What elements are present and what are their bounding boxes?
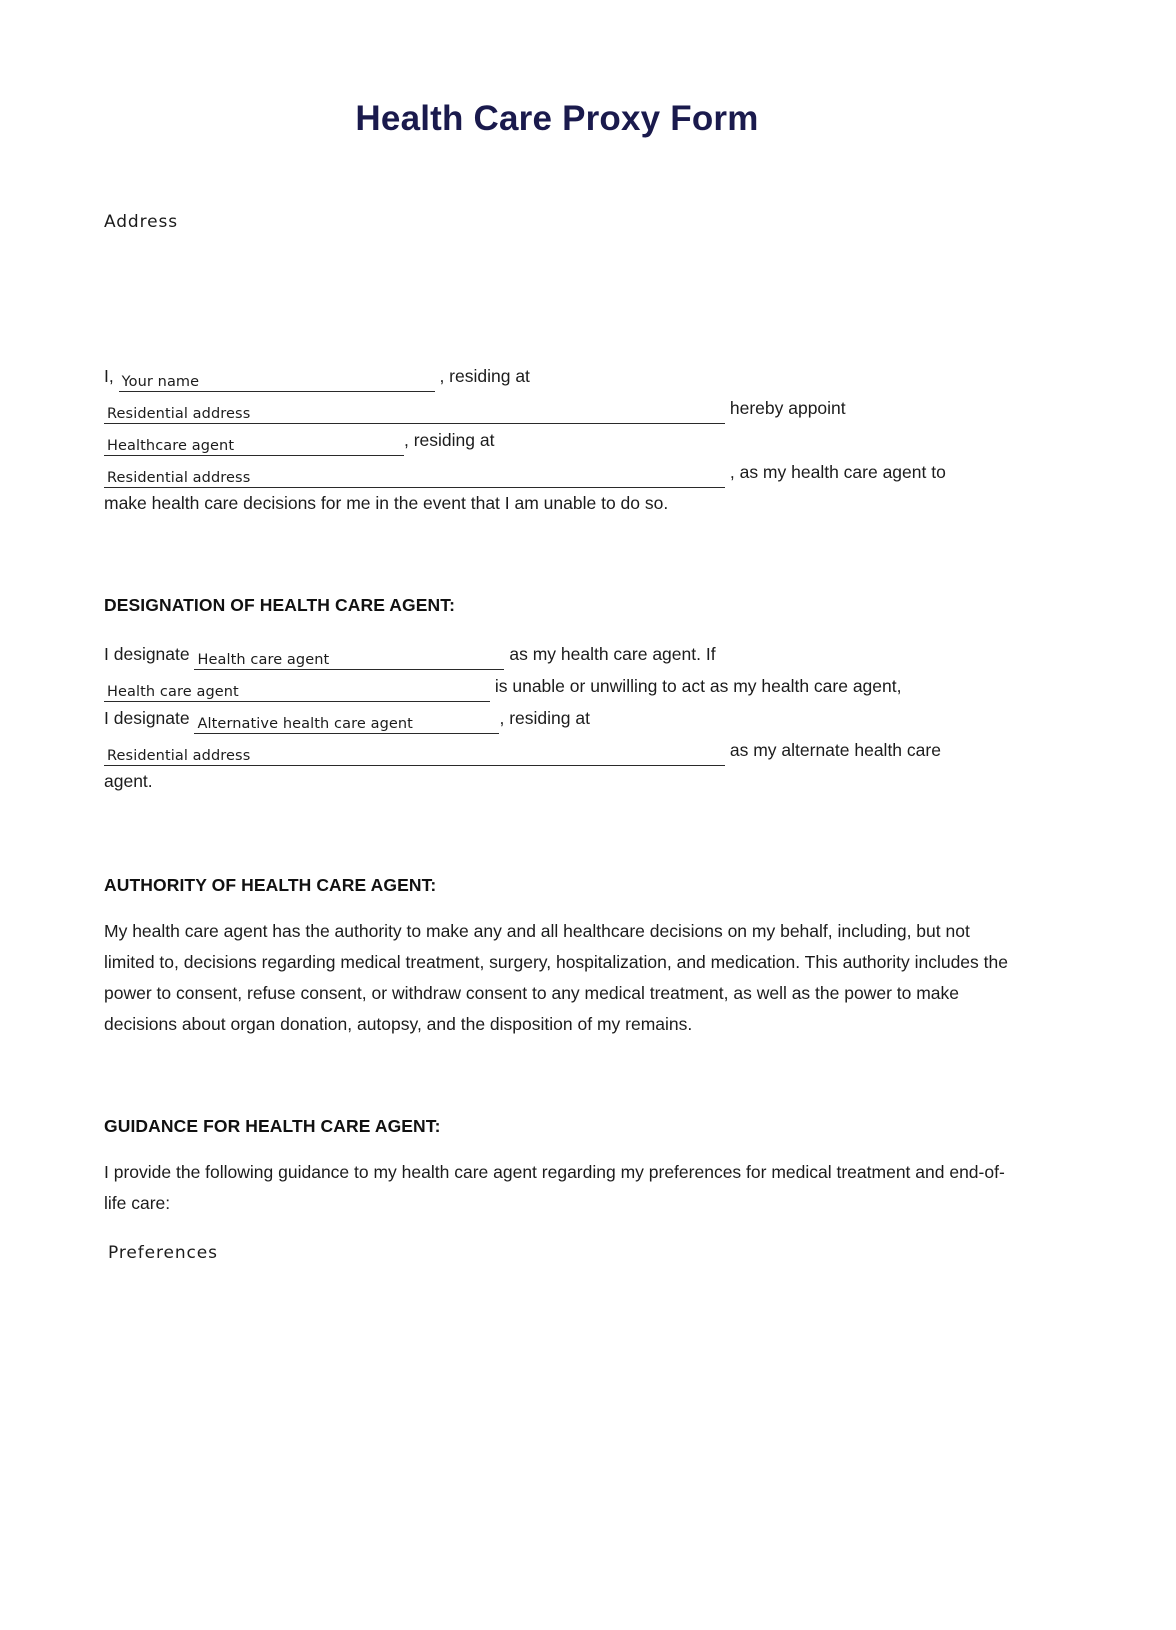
designation-closing-line: agent.: [104, 770, 153, 791]
appointment-after-agent-address-text: , as my health care agent to: [725, 461, 946, 482]
appointment-after-agent-text: , residing at: [404, 429, 495, 450]
appointment-closing-line: make health care decisions for me in the event that I am unable to do so.: [104, 492, 669, 513]
guidance-heading: GUIDANCE FOR HEALTH CARE AGENT:: [104, 1115, 441, 1136]
preferences-field-label: Preferences: [108, 1242, 218, 1263]
residential-address-blank[interactable]: [104, 398, 725, 424]
document-content: [104, 0, 1010, 1263]
agent-residential-address-blank[interactable]: [104, 462, 725, 488]
designation-line1-lead: I designate: [104, 643, 195, 664]
residential-address-placeholder: Residential address: [107, 406, 251, 423]
appointment-agent-address-row: [104, 456, 1010, 488]
appointment-address-row: [104, 392, 1010, 424]
your-name-placeholder: Your name: [121, 374, 200, 391]
appointment-agent-row: [104, 424, 1010, 456]
designation-block: [104, 638, 1010, 797]
appointment-lead-in: I,: [104, 365, 119, 386]
alternate-residential-address-blank[interactable]: [104, 740, 725, 766]
appointment-block: [104, 360, 1010, 519]
healthcare-agent-blank[interactable]: [104, 430, 404, 456]
guidance-paragraph: I provide the following guidance to my health care agent regarding my preferences for medical treatment and end-of-life care:: [104, 1161, 1005, 1213]
designation-line4-after: as my alternate health care: [725, 739, 941, 760]
alternate-residential-address-placeholder: Residential address: [107, 748, 251, 765]
appointment-name-row: [104, 360, 1010, 392]
alternate-agent-placeholder: Alternative health care agent: [197, 716, 413, 733]
page-title: Health Care Proxy Form: [355, 99, 759, 138]
healthcare-agent-placeholder: Healthcare agent: [107, 438, 235, 455]
your-name-blank[interactable]: [119, 366, 435, 392]
designation-agent-repeat-blank[interactable]: [104, 676, 490, 702]
address-field-label: Address: [104, 211, 179, 232]
designation-line3-after: , residing at: [499, 707, 590, 728]
designation-agent-blank[interactable]: [194, 644, 504, 670]
designation-agent-repeat-placeholder: Health care agent: [107, 684, 239, 701]
designation-agent-placeholder: Health care agent: [197, 652, 330, 669]
appointment-after-address-text: hereby appoint: [725, 397, 846, 418]
designation-heading: DESIGNATION OF HEALTH CARE AGENT:: [104, 594, 456, 615]
designation-line2-after: is unable or unwilling to act as my health care agent,: [490, 675, 902, 696]
alternate-agent-blank[interactable]: [194, 708, 499, 734]
designation-alternate-row: [104, 702, 1010, 734]
authority-paragraph: My health care agent has the authority to make any and all healthcare decisions on my behalf, including, but not limited to, decisions regarding medical treatment, surgery, hospitalization, and medication. This authority includes the power to consent, refuse consent, or withdraw consent to any medical treatment, as well as the power to make decisions about organ donation, autopsy, and the disposition of my remains.: [104, 920, 1008, 1034]
designation-primary-row: [104, 638, 1010, 670]
designation-line1-after: as my health care agent. If: [504, 643, 716, 664]
designation-alternate-address-row: [104, 734, 1010, 766]
appointment-after-name-text: , residing at: [434, 365, 530, 386]
designation-backup-check-row: [104, 670, 1010, 702]
agent-residential-address-placeholder: Residential address: [107, 470, 251, 487]
authority-heading: AUTHORITY OF HEALTH CARE AGENT:: [104, 874, 437, 895]
designation-line3-lead: I designate: [104, 707, 195, 728]
